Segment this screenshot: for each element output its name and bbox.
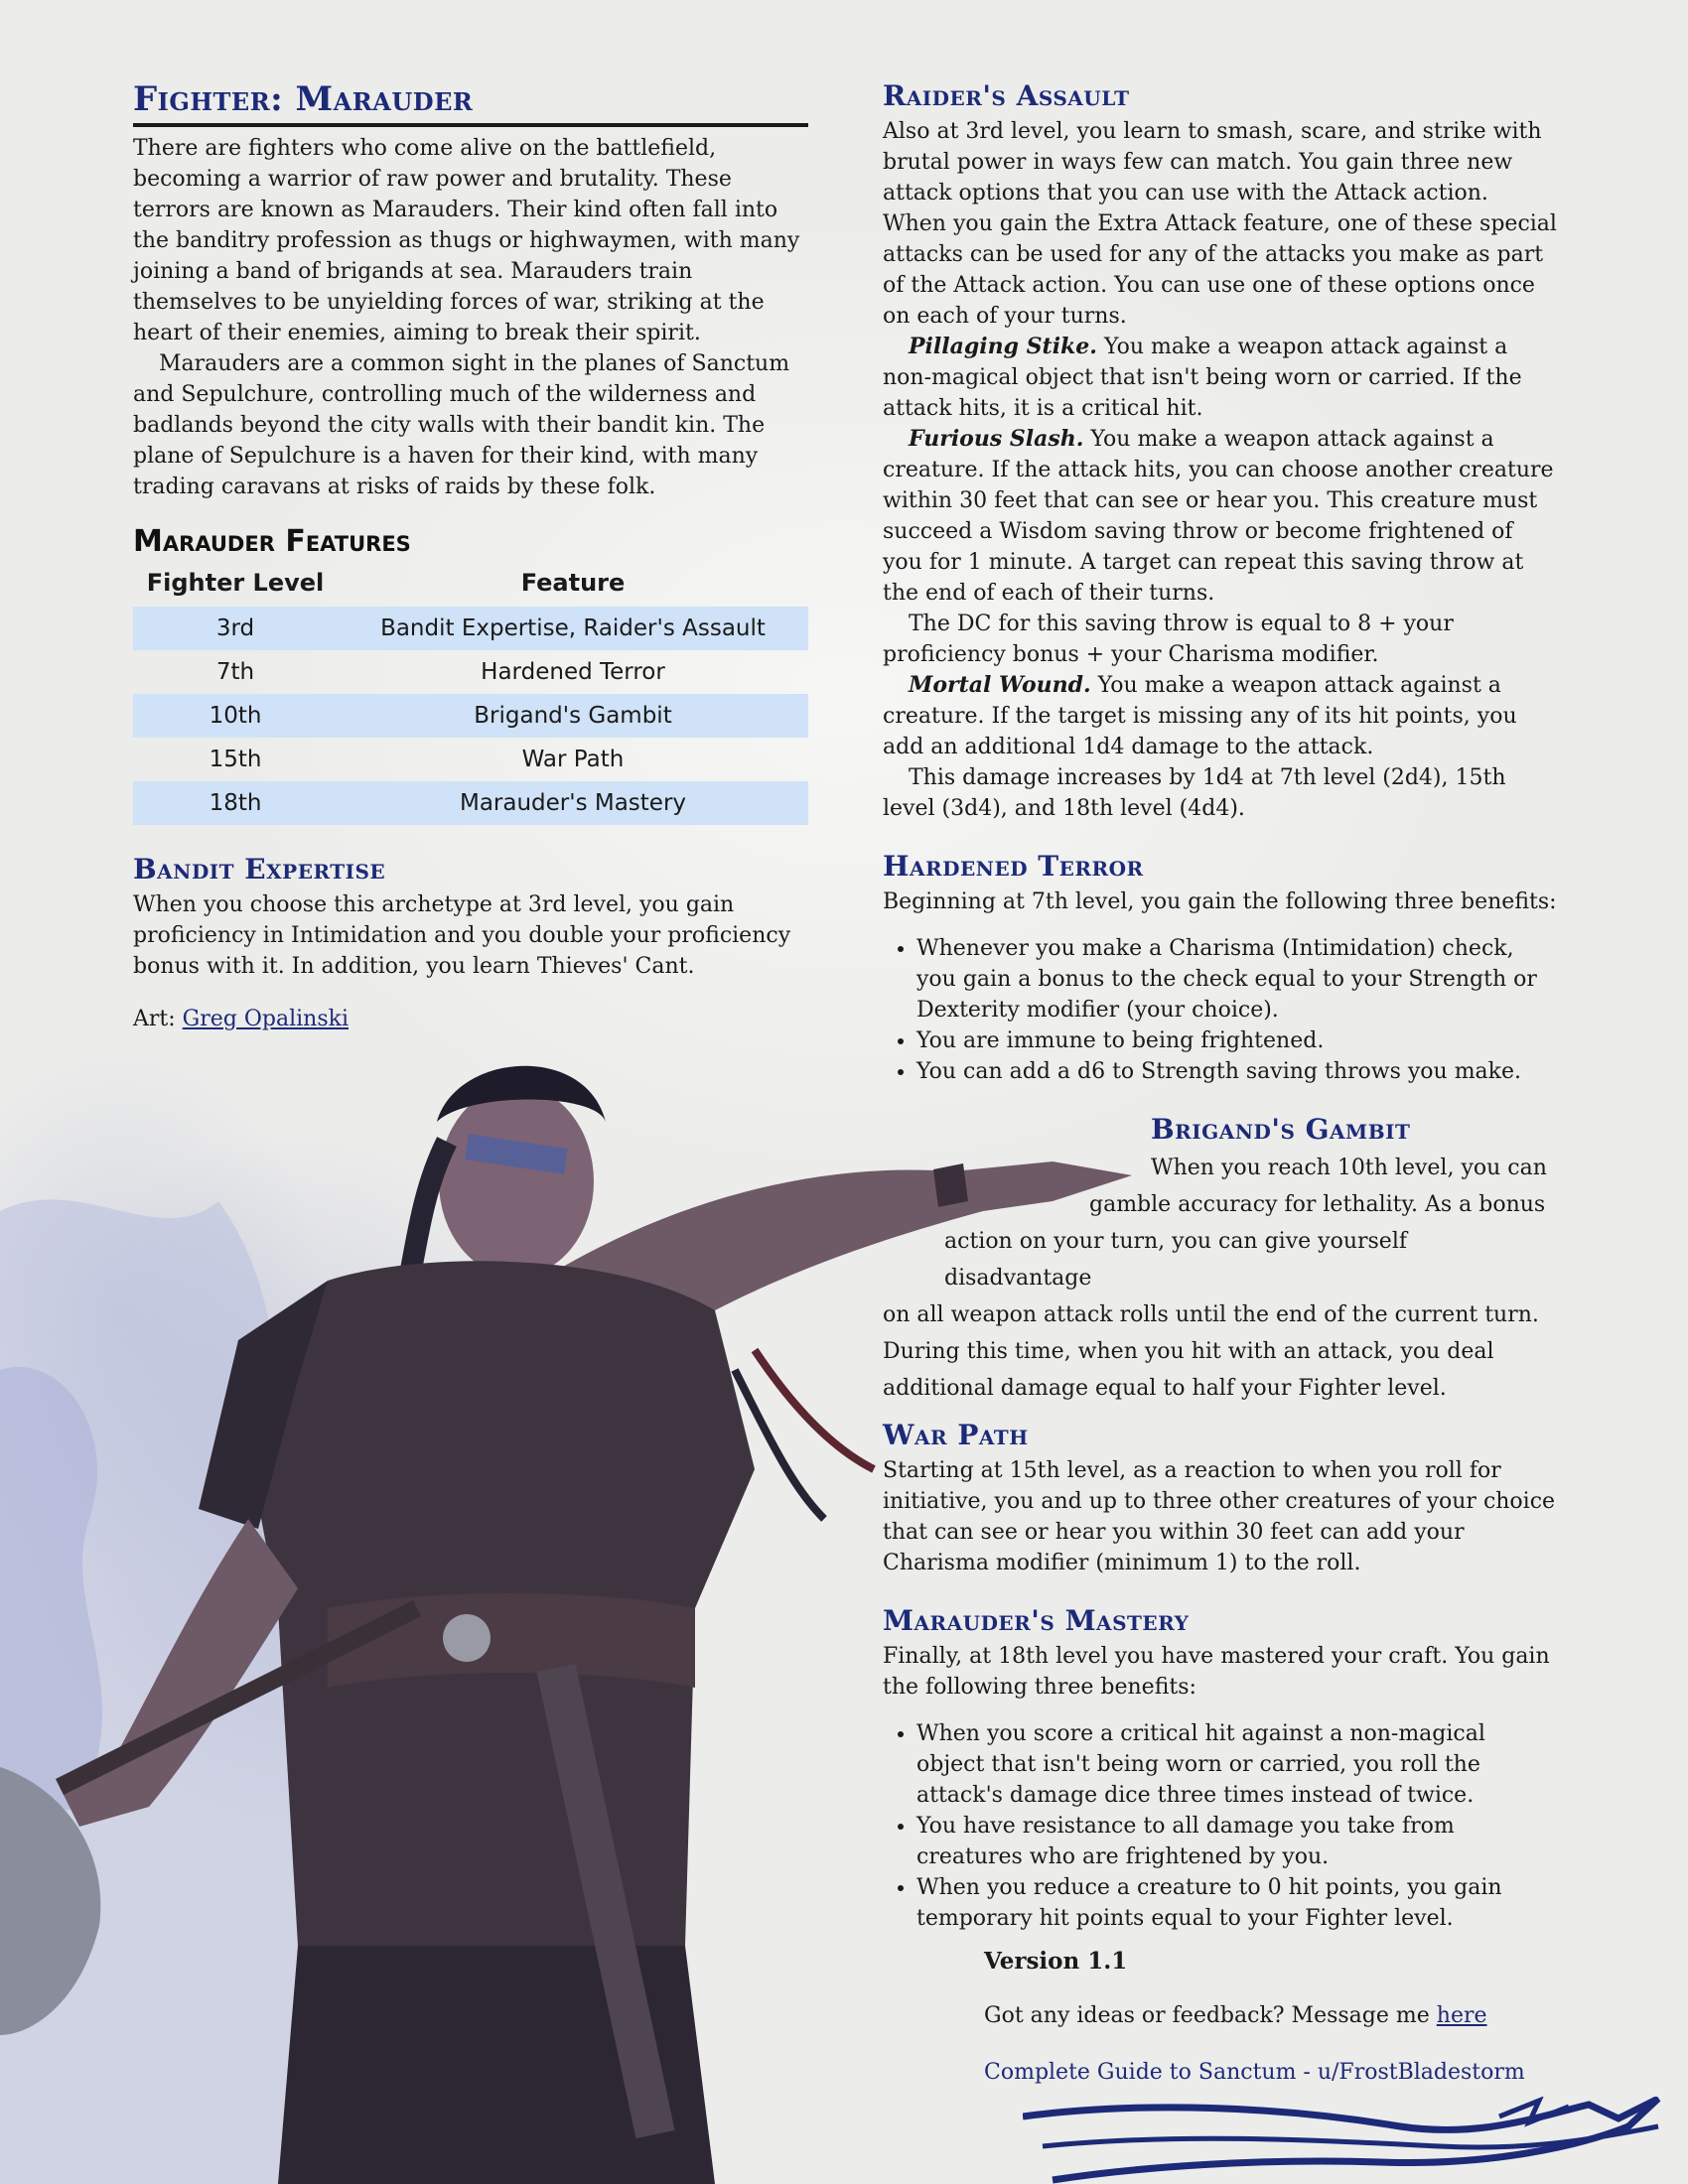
mortal-wound-name: Mortal Wound. bbox=[909, 672, 1091, 698]
left-column bbox=[133, 79, 808, 1034]
furious-slash-name: Furious Slash. bbox=[909, 426, 1084, 452]
guide-credit: Complete Guide to Sanctum - u/FrostBladestorm bbox=[984, 2060, 1525, 2085]
mortal-wound-text: You make a weapon attack against a creature. If the target is missing any of its hit points, you add an additional 1d4 damage to the attack. bbox=[883, 673, 1517, 759]
marauders-mastery-list bbox=[883, 1718, 1558, 1934]
pillaging-strike-text: You make a weapon attack against a non-magical object that isn't being worn or carried. If the attack hits, it is a critical hit. bbox=[883, 335, 1522, 421]
bandit-expertise-section bbox=[133, 853, 808, 982]
page-title: Fighter: Marauder bbox=[133, 79, 808, 127]
table-row bbox=[133, 781, 808, 825]
hardened-terror-heading: Hardened Terror bbox=[883, 850, 1144, 883]
marauders-mastery-heading: Marauder's Mastery bbox=[883, 1604, 1190, 1637]
list-item: • You have resistance to all damage you take from creatures who are frightened by you. bbox=[916, 1811, 1558, 1872]
row-level: 15th bbox=[209, 747, 262, 772]
art-credit bbox=[133, 1004, 808, 1034]
list-item: • When you score a critical hit against a non-magical object that isn't being worn or carried, you roll the attack's damage dice three times instead of twice. bbox=[916, 1718, 1558, 1811]
pillaging-strike-paragraph bbox=[883, 332, 1558, 424]
gambit-line-4: on all weapon attack rolls until the end of the current turn. bbox=[883, 1302, 1539, 1327]
row-level: 18th bbox=[133, 781, 338, 825]
hardened-terror-text: Beginning at 7th level, you gain the following three benefits: bbox=[883, 889, 1557, 914]
artist-link[interactable]: Greg Opalinski bbox=[182, 1007, 349, 1031]
feedback-link[interactable]: here bbox=[1436, 2003, 1487, 2028]
pillaging-strike-name: Pillaging Stike. bbox=[909, 334, 1097, 359]
hardened-terror-section bbox=[883, 850, 1558, 1087]
row-feature: Hardened Terror bbox=[481, 659, 665, 685]
furious-slash-text: You make a weapon attack against a creature. If the attack hits, you can choose another creature within 30 feet that can see or hear you. This creature must succeed a Wisdom saving throw or become frightened of you for 1 minute. A target can repeat this saving throw at the end of each of their turns. bbox=[883, 427, 1554, 606]
feedback-line bbox=[984, 2000, 1580, 2031]
features-table bbox=[133, 563, 808, 825]
row-feature: Brigand's Gambit bbox=[338, 694, 808, 738]
furious-slash-paragraph bbox=[883, 424, 1558, 609]
table-row bbox=[133, 694, 808, 738]
damage-increase-text: This damage increases by 1d4 at 7th level (2d4), 15th level (3d4), and 18th level (4d4). bbox=[883, 765, 1506, 821]
marauders-mastery-section bbox=[883, 1604, 1558, 1934]
intro-paragraph-1: There are fighters who come alive on the battlefield, becoming a warrior of raw power and brutality. These terrors are known as Marauders. Their kind often fall into the banditry profession as thugs or highwaymen, with many joining a band of brigands at sea. Marauders train themselves to be unyielding forces of war, striking at the heart of their enemies, aiming to break their spirit. bbox=[133, 136, 800, 345]
brigands-gambit-heading: Brigand's Gambit bbox=[1151, 1113, 1411, 1146]
table-row bbox=[133, 738, 808, 781]
footer bbox=[984, 1946, 1580, 2088]
hardened-terror-list bbox=[883, 933, 1558, 1087]
gambit-line-6: additional damage equal to half your Fighter level. bbox=[883, 1376, 1447, 1401]
brigands-gambit-section bbox=[883, 1113, 1558, 1407]
column-header-feature: Feature bbox=[520, 569, 626, 597]
war-path-section bbox=[883, 1419, 1558, 1578]
features-table-title: Marauder Features bbox=[133, 524, 411, 559]
table-row bbox=[133, 607, 808, 650]
list-item: • When you reduce a creature to 0 hit points, you gain temporary hit points equal to your Fighter level. bbox=[916, 1872, 1558, 1934]
intro-paragraph-2: Marauders are a common sight in the planes of Sanctum and Sepulchure, controlling much of the wilderness and badlands beyond the city walls with their bandit kin. The plane of Sepulchure is a haven for their kind, with many trading caravans at risks of raids by these folk. bbox=[133, 351, 790, 499]
right-column bbox=[883, 79, 1558, 1934]
marauders-mastery-text: Finally, at 18th level you have mastered your craft. You gain the following three benefits: bbox=[883, 1644, 1550, 1700]
row-feature: War Path bbox=[521, 747, 625, 772]
table-header-row bbox=[133, 563, 808, 607]
table-row bbox=[133, 650, 808, 694]
row-level: 10th bbox=[133, 694, 338, 738]
mortal-wound-paragraph bbox=[883, 670, 1558, 762]
bandit-expertise-text: When you choose this archetype at 3rd level, you gain proficiency in Intimidation and you double your proficiency bonus with it. In addition, you learn Thieves' Cant. bbox=[133, 892, 791, 979]
dc-text: The DC for this saving throw is equal to 8 + your proficiency bonus + your Charisma modifier. bbox=[883, 612, 1454, 667]
row-level: 3rd bbox=[133, 607, 338, 650]
ink-flourish-icon bbox=[1023, 2097, 1688, 2184]
list-item: • You can add a d6 to Strength saving throws you make. bbox=[916, 1056, 1558, 1087]
gambit-line-3: action on your turn, you can give yourself disadvantage bbox=[944, 1229, 1408, 1291]
war-path-heading: War Path bbox=[883, 1419, 1029, 1451]
war-path-text: Starting at 15th level, as a reaction to when you roll for initiative, you and up to three other creatures of your choice that can see or hear you within 30 feet can add your Charisma modifier (minimum 1) to the roll. bbox=[883, 1458, 1556, 1575]
bandit-expertise-heading: Bandit Expertise bbox=[133, 853, 386, 886]
gambit-line-5: During this time, when you hit with an attack, you deal bbox=[883, 1339, 1494, 1364]
list-item: • You are immune to being frightened. bbox=[916, 1025, 1558, 1056]
row-level: 7th bbox=[215, 659, 255, 685]
list-item: • Whenever you make a Charisma (Intimidation) check, you gain a bonus to the check equal to your Strength or Dexterity modifier (your choice). bbox=[916, 933, 1558, 1025]
raiders-assault-heading: Raider's Assault bbox=[883, 79, 1130, 112]
row-feature: Bandit Expertise, Raider's Assault bbox=[338, 607, 808, 650]
feedback-text: Got any ideas or feedback? Message me bbox=[984, 2003, 1437, 2028]
art-credit-label: Art: bbox=[133, 1007, 176, 1031]
gambit-line-2: gamble accuracy for lethality. As a bonus bbox=[1089, 1192, 1546, 1217]
column-header-level: Fighter Level bbox=[146, 569, 325, 597]
gambit-line-1: When you reach 10th level, you can bbox=[1151, 1156, 1547, 1180]
row-feature: Marauder's Mastery bbox=[338, 781, 808, 825]
version-label: Version 1.1 bbox=[984, 1948, 1128, 1975]
raiders-assault-text: Also at 3rd level, you learn to smash, scare, and strike with brutal power in ways few can match. You gain three new attack options that you can use with the Attack action. When you gain the Extra Attack feature, one of these special attacks can be used for any of the attacks you make as part of the Attack action. You can use one of these options once on each of your turns. bbox=[883, 119, 1557, 329]
